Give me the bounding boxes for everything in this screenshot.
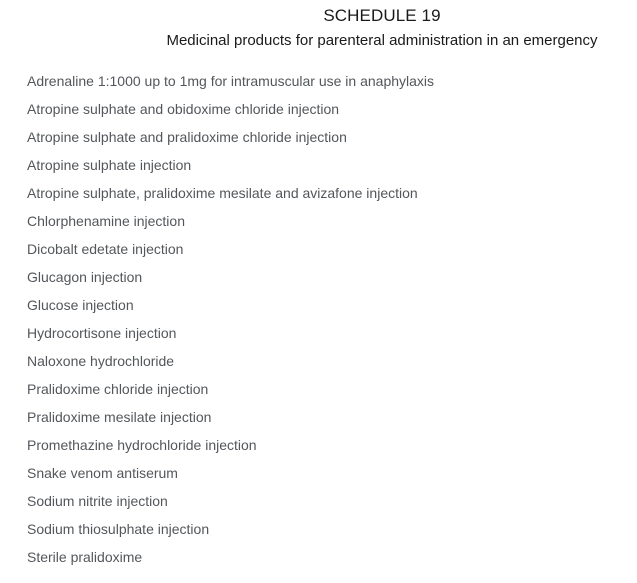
page-subtitle: Medicinal products for parenteral administration in an emergency (166, 32, 598, 49)
list-item: Promethazine hydrochloride injection (27, 437, 257, 453)
page-title: SCHEDULE 19 (323, 6, 441, 25)
list-item: Snake venom antiserum (27, 465, 178, 481)
list-item: Pralidoxime mesilate injection (27, 409, 212, 425)
document-heading-block (0, 0, 637, 51)
list-item: Glucagon injection (27, 269, 143, 285)
list-item: Hydrocortisone injection (27, 325, 177, 341)
medicinal-product-list (27, 67, 434, 571)
list-item: Glucose injection (27, 297, 134, 313)
list-item: Pralidoxime chloride injection (27, 381, 209, 397)
list-item: Chlorphenamine injection (27, 213, 185, 229)
list-item: Atropine sulphate and obidoxime chloride injection (27, 101, 340, 117)
list-item: Sodium thiosulphate injection (27, 521, 210, 537)
list-item: Sterile pralidoxime (27, 549, 143, 565)
list-item: Atropine sulphate and pralidoxime chloride injection (27, 129, 347, 145)
list-item: Atropine sulphate, pralidoxime mesilate and avizafone injection (27, 185, 418, 201)
list-item: Adrenaline 1:1000 up to 1mg for intramuscular use in anaphylaxis (27, 73, 435, 89)
list-item: Sodium nitrite injection (27, 493, 168, 509)
list-item: Naloxone hydrochloride (27, 353, 175, 369)
list-item: Dicobalt edetate injection (27, 241, 184, 257)
list-item: Atropine sulphate injection (27, 157, 192, 173)
